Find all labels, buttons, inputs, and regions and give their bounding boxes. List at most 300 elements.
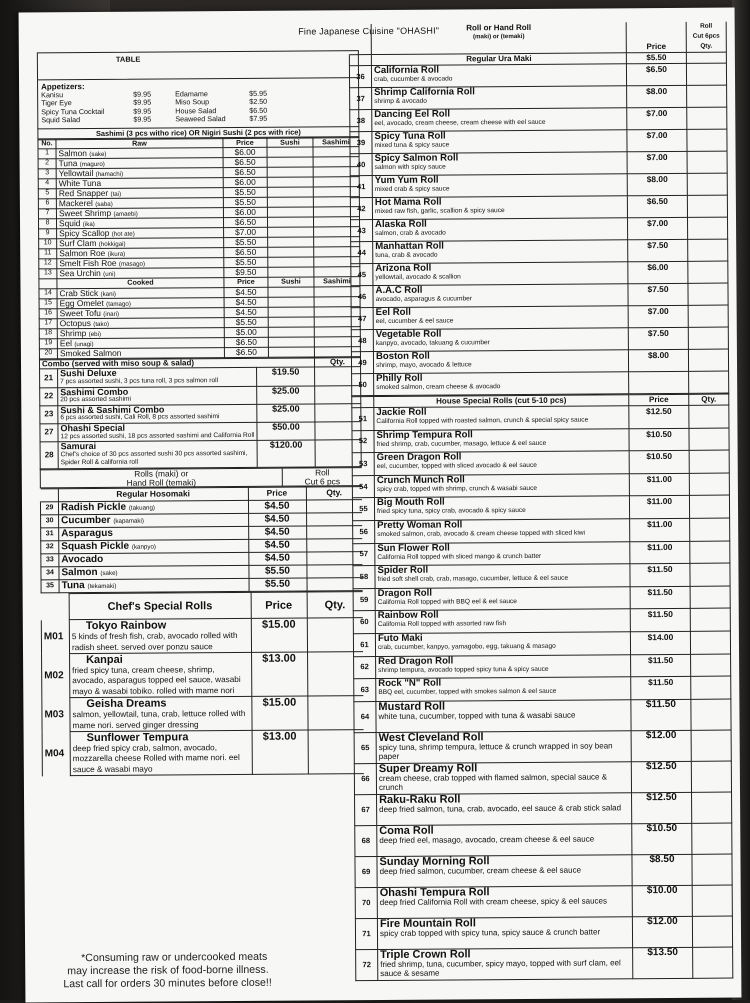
roll-qty-field[interactable]: [687, 85, 727, 107]
rolls-header-roll: Roll: [285, 468, 360, 477]
roll-qty-field[interactable]: [692, 854, 732, 885]
sushi-qty-field[interactable]: [268, 257, 314, 267]
roll-cell: [374, 406, 629, 430]
item-name: Egg Omelet: [60, 298, 104, 308]
item-jp-name: (inari): [103, 311, 119, 318]
item-number: 34: [41, 567, 59, 580]
roll-cell: [373, 350, 628, 374]
roll-row: [351, 261, 728, 286]
ura-price-header: Price: [626, 22, 686, 53]
combo-desc: 20 pcs assorted sashimi: [60, 395, 254, 405]
item-price: $6.50: [223, 167, 267, 177]
item-name-cell: [59, 540, 249, 554]
ura-head-sub: (maki) or (temaki): [374, 32, 624, 41]
item-number: 19: [39, 339, 57, 349]
chef-special-name: Tokyo Rainbow: [72, 619, 249, 632]
sushi-qty-field[interactable]: [268, 337, 314, 347]
roll-number: 47: [351, 308, 373, 330]
item-price: $4.50: [248, 552, 306, 565]
roll-price: $11.50: [631, 699, 691, 730]
roll-price: $7.00: [628, 217, 688, 239]
roll-price: $7.00: [628, 305, 688, 327]
roll-qty-field[interactable]: [691, 761, 731, 792]
roll-number: 37: [350, 88, 372, 110]
item-name: Smoked Salmon: [60, 348, 122, 358]
roll-cell: [373, 284, 628, 308]
item-name: Mackerel: [59, 198, 93, 208]
roll-desc: California Roll topped with BBQ eel & eel sauce: [378, 597, 628, 606]
item-jp-name: (tamago): [106, 301, 131, 308]
roll-desc: fried spicy tuna, spicy crab, avocado & spicy sauce: [377, 507, 627, 516]
sushi-qty-field[interactable]: [268, 247, 314, 257]
combo-number: 27: [40, 424, 58, 442]
roll-desc: shrimp & avocado: [374, 96, 624, 105]
roll-number: 60: [353, 611, 375, 634]
roll-cell: [375, 632, 630, 656]
roll-price: $6.50: [627, 195, 687, 217]
roll-desc: fried soft shell crab, crab, masago, cucumber, lettuce & eel sauce: [377, 574, 627, 583]
roll-name: Yum Yum Roll: [375, 174, 625, 186]
roll-name: Dragon Roll: [378, 587, 628, 599]
sushi-qty-field[interactable]: [268, 307, 314, 317]
item-jp-name: (tako): [93, 321, 109, 328]
sushi-qty-field[interactable]: [268, 317, 314, 327]
roll-qty-field[interactable]: [690, 541, 730, 564]
combo-row: [40, 440, 361, 469]
combo-row: [40, 367, 361, 387]
combo-desc: 6 pcs assorted sushi, Cali Roll, 8 pcs assorted sashimi: [60, 413, 254, 423]
chef-qty-header: Qty.: [307, 592, 363, 618]
notice-line2: may increase the risk of food-borne illness.: [55, 964, 272, 979]
sushi-qty-field[interactable]: [267, 147, 313, 157]
appetizer-price: $9.95: [133, 107, 175, 116]
chef-special-row: [41, 618, 363, 654]
item-number: 29: [40, 502, 58, 515]
roll-qty-field[interactable]: [691, 730, 731, 761]
item-number: 33: [41, 554, 59, 567]
roll-desc: mixed raw fish, garlic, scallion & spicy sauce: [375, 206, 625, 215]
roll-name: Philly Roll: [376, 372, 626, 384]
item-price: $4.50: [224, 297, 268, 307]
sushi-qty-field[interactable]: [267, 167, 313, 177]
sushi-qty-field[interactable]: [268, 237, 314, 247]
roll-name: Spicy Tuna Roll: [374, 130, 624, 142]
roll-row: [353, 608, 730, 633]
chef-special-name: Sunflower Tempura: [73, 731, 250, 744]
roll-number: 46: [351, 286, 373, 308]
roll-qty-field[interactable]: [691, 676, 731, 699]
roll-name: Pretty Woman Roll: [377, 519, 627, 531]
roll-cell: [377, 854, 632, 887]
roll-cell: [375, 541, 630, 565]
item-name: Eel: [60, 338, 72, 348]
roll-qty-field[interactable]: [690, 518, 730, 541]
roll-qty-field[interactable]: [687, 107, 727, 129]
item-number: 35: [41, 580, 59, 593]
roll-cell: [373, 306, 628, 330]
chef-special-price: $15.00: [251, 696, 307, 730]
item-name: Tuna: [59, 158, 78, 168]
appetizer-price: $9.95: [133, 90, 175, 99]
combo-row: [40, 385, 361, 405]
roll-qty-field[interactable]: [691, 699, 731, 730]
sushi-qty-field[interactable]: [267, 217, 313, 227]
roll-name: Ohashi Tempura Roll: [380, 886, 630, 898]
roll-row: [353, 518, 730, 543]
sushi-qty-field[interactable]: [268, 227, 314, 237]
roll-number: 61: [353, 633, 375, 656]
roll-price: $8.00: [627, 173, 687, 195]
combo-qty-header: Qty.: [314, 357, 360, 367]
chef-special-row: [42, 652, 364, 698]
roll-number: 51: [352, 408, 374, 431]
chef-special-desc: salmon, yellowtail, tuna, crab, lettuce rolled with mame nori. served ginger dressing: [72, 709, 249, 731]
roll-name: Raku-Raku Roll: [379, 793, 629, 805]
notice-line1: *Consuming raw or undercooked meats: [55, 951, 272, 966]
roll-row: [352, 450, 729, 475]
roll-cell: [372, 130, 627, 154]
roll-qty-field[interactable]: [686, 63, 726, 85]
chef-special-row: [42, 730, 364, 776]
roll-cell: [376, 699, 631, 732]
roll-cell: [377, 916, 632, 949]
roll-qty-field[interactable]: [688, 261, 728, 283]
roll-name: Fire Mountain Roll: [380, 917, 630, 929]
roll-desc: eel, avocado, cream cheese, cream cheese with eel sauce: [374, 118, 624, 127]
roll-number: 72: [356, 949, 378, 980]
roll-row: [351, 283, 728, 308]
combo-cell: [58, 386, 257, 406]
cooked-price-header: Price: [224, 277, 268, 287]
roll-number: 59: [353, 588, 375, 611]
sushi-qty-field[interactable]: [267, 187, 313, 197]
roll-qty-field[interactable]: [688, 349, 728, 371]
chef-special-desc: fried spicy tuna, cream cheese, shrimp, avocado, asparagus topped eel sauce, wasabi mayo & wasabi tobiko. rolled with mame nori: [72, 665, 249, 697]
item-name: Yellowtail: [59, 168, 94, 178]
house-price-header: Price: [629, 394, 689, 405]
roll-number: 49: [351, 352, 373, 374]
roll-number: 39: [350, 132, 372, 154]
roll-row: [352, 473, 729, 498]
roll-cell: [374, 372, 629, 396]
roll-number: 69: [355, 856, 377, 887]
item-name: Tuna: [62, 580, 85, 591]
roll-name: Big Mouth Roll: [377, 497, 627, 509]
appetizers-title: Appetizers:: [41, 80, 355, 91]
roll-qty-field[interactable]: [692, 885, 732, 916]
notice-line3: Last call for orders 30 minutes before close!!: [55, 977, 272, 992]
roll-price: $11.50: [631, 654, 691, 677]
item-jp-name: (kapamaki): [113, 518, 144, 525]
roll-qty-field[interactable]: [689, 473, 729, 496]
roll-name: Shrimp California Roll: [374, 86, 624, 98]
roll-qty-field[interactable]: [690, 631, 730, 654]
raw-no-header: No.: [38, 139, 56, 149]
roll-desc: tuna, crab & avocado: [375, 250, 625, 259]
chef-special-price: $13.00: [251, 652, 307, 697]
roll-qty-field[interactable]: [689, 428, 729, 451]
item-price: $6.00: [223, 147, 267, 157]
roll-name: Dancing Eel Roll: [374, 108, 624, 120]
item-jp-name: (unagi): [74, 341, 93, 348]
roll-price: $12.00: [631, 730, 691, 761]
roll-qty-field[interactable]: [688, 327, 728, 349]
roll-number: 68: [355, 825, 377, 856]
roll-name: Spider Roll: [377, 564, 627, 576]
roll-name: Rainbow Roll: [378, 610, 628, 622]
roll-qty-field[interactable]: [690, 608, 730, 631]
roll-desc: smoked salmon, cream cheese & avocado: [376, 382, 626, 391]
sashimi-note: Sashimi (3 pcs witho rice) OR Nigiri Sushi (2 pcs with rice): [37, 127, 359, 139]
item-number: 17: [39, 319, 57, 329]
item-price: $4.50: [224, 307, 268, 317]
roll-desc: shrimp, mayo, avocado & lettuce: [376, 360, 626, 369]
table-box: [37, 50, 359, 80]
roll-desc: white tuna, cucumber, topped with tuna & wasabi sauce: [378, 710, 628, 721]
roll-price: $12.50: [629, 405, 689, 428]
item-name: Crab Stick: [59, 288, 98, 298]
item-price: $6.50: [224, 247, 268, 257]
item-name-cell: [57, 347, 224, 358]
item-name: Surf Clam: [59, 238, 96, 248]
roll-cell: [373, 328, 628, 352]
roll-row: [351, 305, 728, 330]
roll-name: Green Dragon Roll: [377, 451, 627, 463]
item-name: Octopus: [60, 318, 91, 328]
appetizer-name: Edamame: [175, 90, 249, 99]
roll-desc: crab, cucumber & avocado: [374, 74, 624, 83]
item-price: $5.50: [223, 197, 267, 207]
roll-price: $11.50: [630, 563, 690, 586]
sushi-qty-field[interactable]: [267, 207, 313, 217]
combo-name: Samurai: [61, 441, 255, 451]
item-price: $5.50: [248, 565, 306, 578]
roll-desc: shrimp tempura, avocado topped spicy tuna & spicy sauce: [378, 665, 628, 674]
roll-qty-field[interactable]: [689, 405, 729, 428]
item-number: 4: [38, 179, 56, 189]
item-name-cell: [59, 514, 249, 528]
roll-row: [351, 239, 728, 264]
item-price: $5.50: [223, 187, 267, 197]
item-number: 30: [41, 515, 59, 528]
roll-qty-field[interactable]: [692, 916, 732, 947]
roll-qty-field[interactable]: [687, 129, 727, 151]
roll-desc: salmon with spicy sauce: [375, 162, 625, 171]
roll-qty-field[interactable]: [689, 450, 729, 473]
roll-qty-field[interactable]: [690, 563, 730, 586]
item-number: 15: [39, 299, 57, 309]
roll-number: 56: [353, 521, 375, 544]
roll-number: 43: [351, 220, 373, 242]
sushi-qty-field[interactable]: [268, 347, 314, 357]
roll-qty-field[interactable]: [689, 371, 729, 393]
roll-desc: eel, cucumber & eel sauce: [376, 316, 626, 325]
roll-qty-field[interactable]: [688, 239, 728, 261]
roll-desc: California Roll topped with roasted salmon, crunch & special spicy sauce: [376, 416, 626, 425]
roll-row: [354, 676, 731, 701]
roll-price: $6.50: [626, 63, 686, 85]
roll-number: 50: [352, 374, 374, 396]
item-jp-name: (takuang): [129, 505, 155, 512]
item-name: Shrimp: [60, 328, 87, 338]
roll-name: Arizona Roll: [375, 262, 625, 274]
roll-qty-field[interactable]: [688, 305, 728, 327]
sushi-qty-field[interactable]: [267, 197, 313, 207]
roll-name: Alaska Roll: [375, 218, 625, 230]
roll-cell: [374, 474, 629, 498]
item-price: $7.00: [224, 227, 268, 237]
item-jp-name: (hokkigai): [99, 241, 126, 248]
roll-cell: [377, 792, 632, 825]
sushi-qty-field[interactable]: [268, 297, 314, 307]
appetizer-price: $6.50: [249, 106, 289, 115]
roll-qty-field[interactable]: [693, 947, 733, 978]
roll-name: Manhattan Roll: [375, 240, 625, 252]
roll-price: $10.50: [629, 428, 689, 451]
roll-row: [354, 761, 731, 795]
sushi-qty-field[interactable]: [268, 287, 314, 297]
item-price: $5.50: [224, 317, 268, 327]
item-price: $6.50: [223, 217, 267, 227]
item-jp-name: (maguro): [80, 161, 105, 168]
appetizer-price: $5.95: [249, 90, 289, 99]
roll-cell: [375, 587, 630, 611]
roll-qty-field[interactable]: [687, 217, 727, 239]
roll-qty-field[interactable]: [690, 586, 730, 609]
roll-cell: [372, 86, 627, 110]
combo-number: 21: [40, 369, 58, 387]
roll-cell: [372, 174, 627, 198]
appetizer-price: $2.50: [249, 98, 289, 107]
item-name-cell: [59, 553, 249, 567]
sushi-qty-field[interactable]: [267, 157, 313, 167]
rolls-header-line2: Hand Roll (temaki): [43, 477, 280, 487]
roll-desc: deep fried California Roll with cream cheese, spicy & eel sauces: [380, 896, 630, 907]
roll-name: Vegetable Roll: [376, 328, 626, 340]
roll-row: [353, 563, 730, 588]
item-number: 16: [39, 309, 57, 319]
roll-price: $13.50: [633, 947, 693, 978]
house-qty-header: Qty.: [689, 394, 729, 405]
roll-row: [355, 916, 732, 950]
roll-qty-field[interactable]: [687, 151, 727, 173]
roll-number: 65: [354, 732, 376, 763]
item-name: Spicy Scallop: [59, 228, 109, 238]
roll-name: Coma Roll: [379, 824, 629, 836]
roll-qty-field[interactable]: [687, 173, 727, 195]
chef-price-header: Price: [251, 592, 307, 618]
item-jp-name: (amaebi): [113, 211, 137, 218]
roll-number: 36: [349, 66, 371, 88]
item-number: 20: [39, 349, 57, 359]
roll-qty-field[interactable]: [692, 792, 732, 823]
combo-name: Sashimi Combo: [60, 386, 254, 396]
appetizer-name: Spicy Tuna Cocktail: [41, 108, 133, 117]
item-name: Squid: [59, 218, 80, 228]
roll-qty-field[interactable]: [691, 654, 731, 677]
item-name: Salmon: [59, 148, 87, 158]
roll-row: [354, 654, 731, 679]
combo-number: 22: [40, 387, 58, 405]
roll-number: 58: [353, 566, 375, 589]
combo-number: 23: [40, 406, 58, 424]
roll-number: 52: [352, 430, 374, 453]
roll-desc: avocado, asparagus & cucumber: [376, 294, 626, 303]
roll-qty-field[interactable]: [689, 495, 729, 518]
roll-desc: smoked salmon, crab, avocado & cream cheese topped with sliced kiwi: [377, 529, 627, 538]
appetizer-name: Squid Salad: [41, 116, 133, 125]
chef-special-price: $15.00: [251, 618, 307, 652]
roll-desc: fried shrimp, tuna, cucumber, spicy mayo, topped with surf clam, eel sauce & sesame: [380, 958, 630, 979]
roll-name: A.A.C Roll: [375, 284, 625, 296]
raw-sashimi-header: Sashimi: [313, 137, 359, 147]
combo-desc: Chef's choice of 30 pcs assorted sushi 30 pcs assorted sashimi, Spider Roll & california roll: [61, 450, 255, 469]
house-special-title: House Special Rolls (cut 5-10 pcs): [374, 395, 629, 408]
roll-row: [355, 792, 732, 826]
item-jp-name: (ebi): [89, 331, 101, 338]
roll-cell: [376, 761, 631, 794]
roll-number: 66: [354, 763, 376, 794]
item-name-cell: [59, 579, 249, 593]
combo-number: 28: [40, 442, 58, 469]
item-price: $4.50: [248, 513, 306, 526]
roll-cell: [371, 64, 626, 88]
combo-row: [40, 403, 361, 423]
sushi-qty-field[interactable]: [267, 177, 313, 187]
roll-number: 42: [350, 198, 372, 220]
roll-price: $11.00: [629, 496, 689, 519]
roll-cell: [375, 564, 630, 588]
roll-qty-field[interactable]: [688, 283, 728, 305]
item-price: $4.50: [248, 500, 306, 513]
roll-desc: kanpyo, avocado, takuang & cucumber: [376, 338, 626, 347]
item-name: Sea Urchin: [59, 268, 101, 278]
item-number: 7: [38, 209, 56, 219]
item-jp-name: (ika): [83, 221, 95, 228]
combo-price: $25.00: [257, 386, 315, 405]
appetizers-box: [37, 78, 359, 129]
roll-row: [351, 349, 728, 374]
roll-qty-field[interactable]: [692, 823, 732, 854]
roll-name: Boston Roll: [376, 350, 626, 362]
item-name: White Tuna: [59, 178, 101, 188]
cooked-name-header: Cooked: [57, 278, 224, 289]
roll-price: $10.50: [632, 823, 692, 854]
rolls-header-cut: Cut 6 pcs: [285, 477, 360, 486]
roll-row: [355, 823, 732, 857]
roll-desc: California Roll topped with assorted raw fish: [378, 620, 628, 629]
roll-name: Mustard Roll: [378, 700, 628, 712]
item-price: $6.50: [223, 157, 267, 167]
consumer-notice: [55, 951, 272, 992]
sushi-qty-field[interactable]: [268, 327, 314, 337]
roll-row: [350, 151, 727, 176]
item-name: Cucumber: [61, 515, 111, 526]
roll-number: 45: [351, 264, 373, 286]
roll-number: 62: [354, 656, 376, 679]
item-number: 10: [39, 239, 57, 249]
roll-cell: [376, 730, 631, 763]
raw-name-header: Raw: [56, 138, 223, 149]
roll-desc: spicy crab, topped with shrimp, crunch & wasabi sauce: [377, 484, 627, 493]
item-price: $6.50: [224, 337, 268, 347]
roll-qty-field[interactable]: [687, 195, 727, 217]
roll-price: $12.50: [631, 761, 691, 792]
item-jp-name: (tekamaki): [87, 583, 116, 590]
item-jp-name: (kani): [100, 291, 116, 298]
item-number: 1: [38, 149, 56, 159]
ura-head: Roll or Hand Roll: [374, 22, 624, 34]
